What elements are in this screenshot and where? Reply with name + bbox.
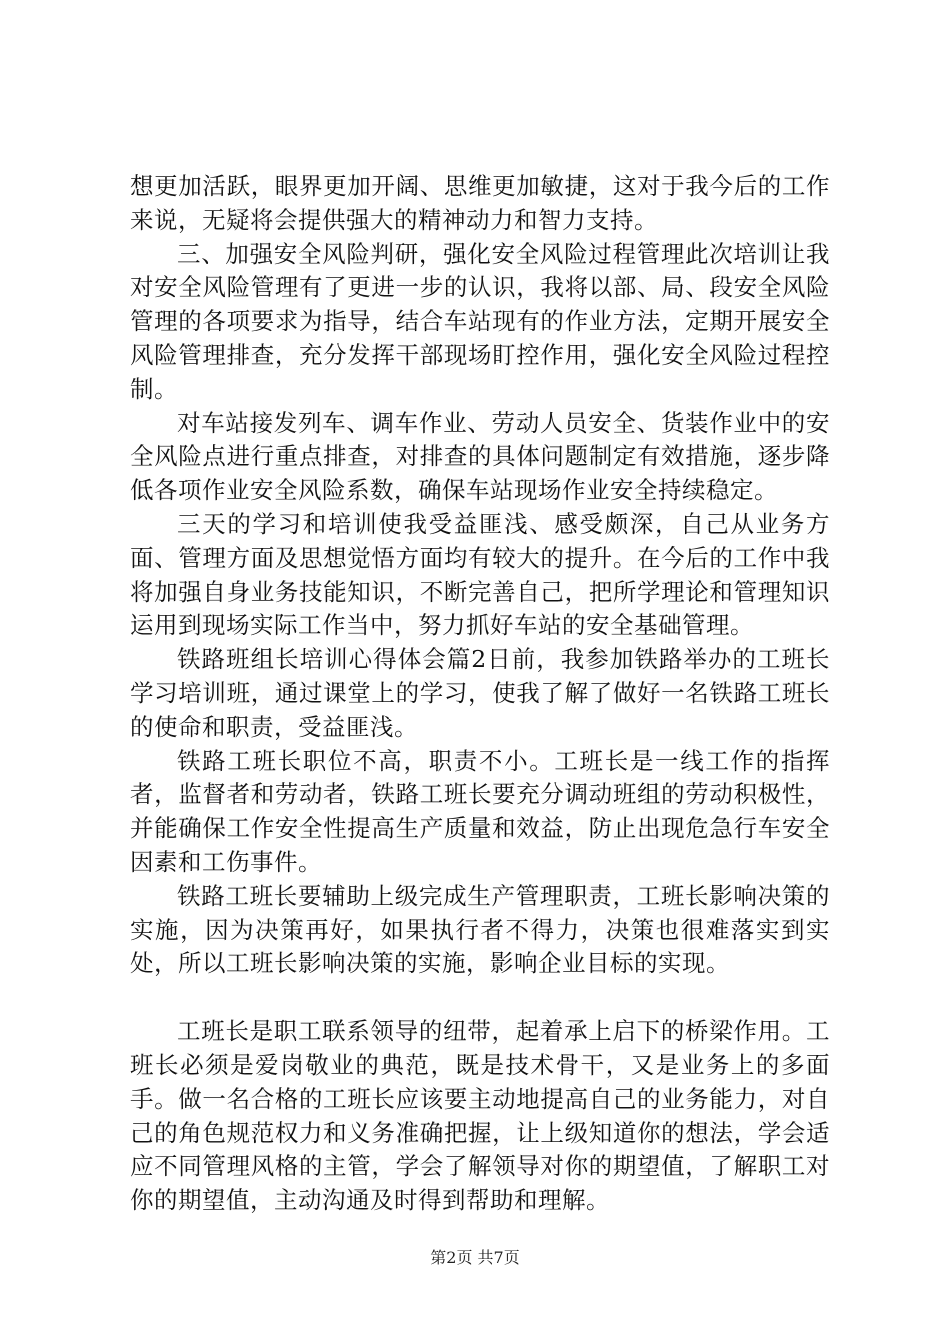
- paragraph-risk-management: 三、加强安全风险判研，强化安全风险过程管理此次培训让我对安全风险管理有了更进一步的认识，我将以部、局、段安全风险管理的各项要求为指导，结合车站现有的作业方法，定期开展安全风险管理排查，充分发挥干部现场盯控作用，强化安全风险过程控制。: [130, 239, 830, 403]
- paragraph-article-two-intro: 铁路班组长培训心得体会篇2日前，我参加铁路举办的工班长学习培训班，通过课堂上的学习，使我了解了做好一名铁路工班长的使命和职责，受益匪浅。: [130, 645, 830, 741]
- page-number-footer: 第2页 共7页: [430, 1248, 520, 1267]
- paragraph-decision-implementation: 铁路工班长要辅助上级完成生产管理职责，工班长影响决策的实施，因为决策再好，如果执行者不得力，决策也很难落实到实处，所以工班长影响决策的实施，影响企业目标的实现。: [130, 881, 830, 978]
- paragraph-training-summary: 三天的学习和培训使我受益匪浅、感受颇深，自己从业务方面、管理方面及思想觉悟方面均有较大的提升。在今后的工作中我将加强自身业务技能知识，不断完善自己，把所学理论和管理知识运用到现场实际工作当中，努力抓好车站的安全基础管理。: [130, 509, 830, 640]
- paragraph-bridge-role: 工班长是职工联系领导的纽带，起着承上启下的桥梁作用。工班长必须是爱岗敬业的典范，既是技术骨干，又是业务上的多面手。做一名合格的工班长应该要主动地提高自己的业务能力，对自己的角色规范权力和义务准确把握，让上级知道你的想法，学会适应不同管理风格的主管，学会了解领导对你的期望值，了解职工对你的期望值，主动沟通及时得到帮助和理解。: [130, 1017, 830, 1215]
- paragraph-foreman-duty: 铁路工班长职位不高，职责不小。工班长是一线工作的指挥者，监督者和劳动者，铁路工班长要充分调动班组的劳动积极性，并能确保工作安全性提高生产质量和效益，防止出现危急行车安全因素和工伤事件。: [130, 746, 830, 876]
- document-body: [130, 170, 830, 1218]
- paragraph-continuation: 想更加活跃，眼界更加开阔、思维更加敏捷，这对于我今后的工作来说，无疑将会提供强大的精神动力和智力支持。: [130, 172, 830, 234]
- paragraph-station-inspection: 对车站接发列车、调车作业、劳动人员安全、货装作业中的安全风险点进行重点排查，对排查的具体问题制定有效措施，逐步降低各项作业安全风险系数，确保车站现场作业安全持续稳定。: [130, 408, 830, 505]
